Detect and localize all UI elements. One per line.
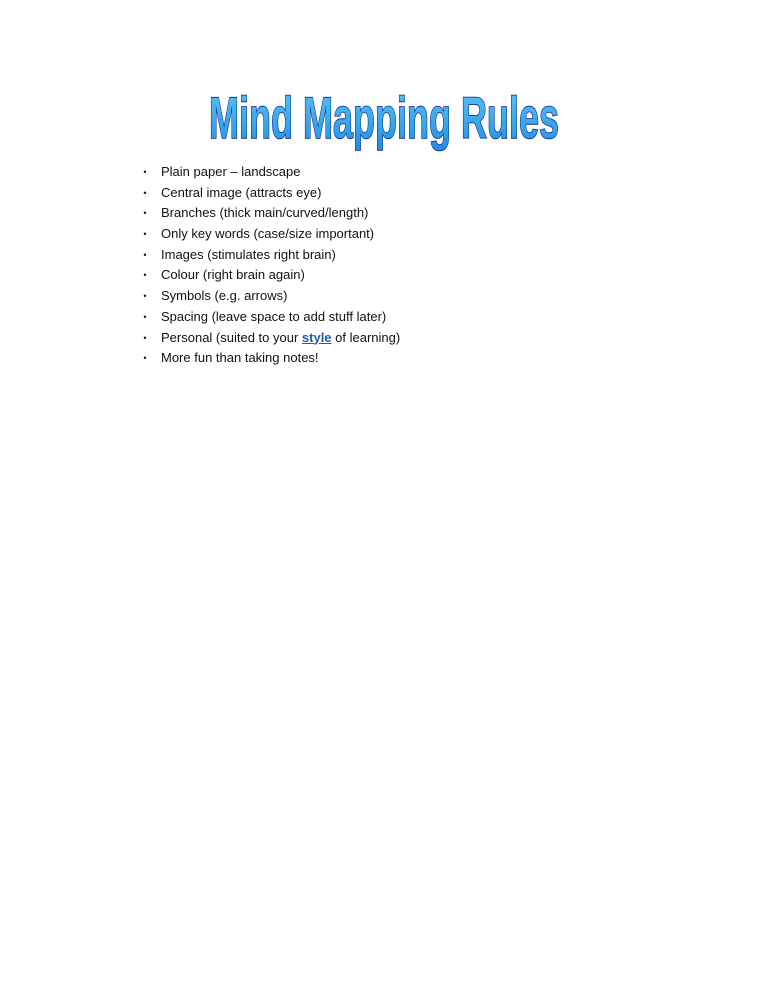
list-item-text: Colour (right brain again) <box>161 267 305 283</box>
list-item-text <box>161 328 400 349</box>
bullet-icon: • <box>143 270 147 281</box>
bullet-icon: • <box>143 249 147 260</box>
list-item-text-before: Personal (suited to your <box>161 329 302 345</box>
bullet-icon: • <box>143 353 147 364</box>
list-item <box>0 224 768 245</box>
list-item-text: Central image (attracts eye) <box>161 184 322 200</box>
list-item <box>0 265 768 286</box>
list-item <box>0 348 768 369</box>
wordart-title-graphic <box>204 82 564 151</box>
list-item-text: Images (stimulates right brain) <box>161 246 336 262</box>
list-item-text: Plain paper – landscape <box>161 164 301 179</box>
bullet-icon: • <box>143 167 147 177</box>
list-item <box>0 328 768 349</box>
list-item <box>0 183 768 204</box>
bullet-icon: • <box>143 311 147 322</box>
bullet-icon: • <box>143 187 147 198</box>
bullet-icon: • <box>143 229 147 240</box>
list-item <box>0 286 768 307</box>
rules-list <box>0 162 768 369</box>
list-item-text: Spacing (leave space to add stuff later) <box>161 308 387 324</box>
list-item-text: Only key words (case/size important) <box>161 226 375 242</box>
list-item-text-after: of learning) <box>331 329 401 345</box>
list-item <box>0 307 768 328</box>
list-item <box>0 245 768 266</box>
list-item-text: More fun than taking notes! <box>161 350 319 366</box>
list-item-text: Branches (thick main/curved/length) <box>161 205 369 221</box>
style-link[interactable]: style <box>301 329 332 345</box>
list-item <box>0 162 768 183</box>
list-item <box>0 203 768 224</box>
bullet-icon: • <box>143 208 147 219</box>
list-item-text: Symbols (e.g. arrows) <box>161 288 288 304</box>
bullet-icon: • <box>143 291 147 302</box>
page-title: Mind Mapping Rules <box>209 86 559 151</box>
wordart-title <box>204 82 564 151</box>
bullet-icon: • <box>143 332 147 343</box>
